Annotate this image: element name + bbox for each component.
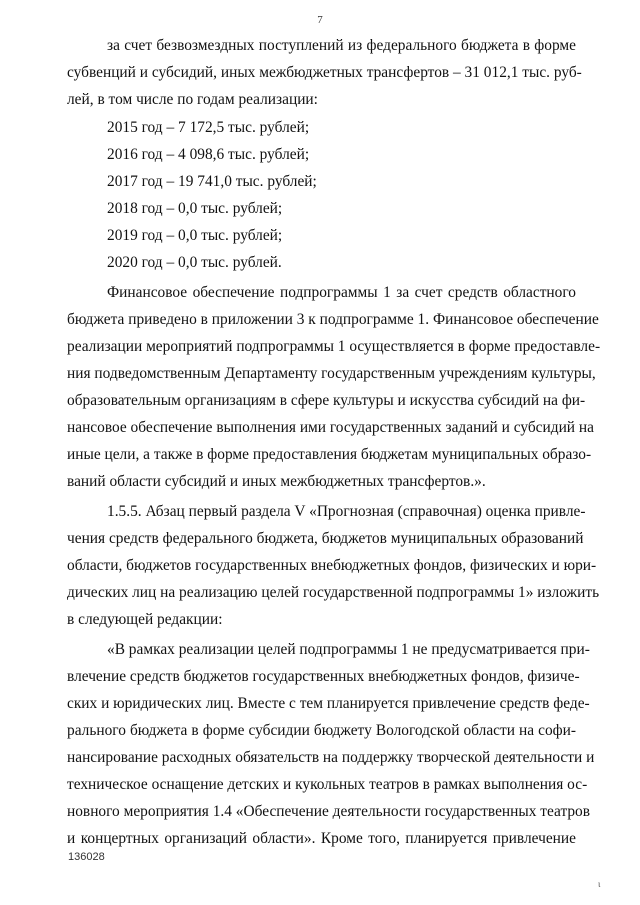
text-line: ских и юридических лиц. Вместе с тем планируется привлечение средств феде- (67, 695, 590, 712)
text-line: рального бюджета в форме субсидии бюджету Вологодской области на софи- (67, 722, 576, 739)
text-line: за счет безвозмездных поступлений из федерального бюджета в форме (107, 37, 576, 54)
text-line: ния подведомственным Департаменту государственным учреждениям культуры, (67, 365, 596, 382)
text-line: области, бюджетов государственных внебюджетных фондов, физических и юри- (67, 557, 597, 574)
text-line: техническое оснащение детских и кукольных театров в рамках выполнения ос- (67, 776, 588, 793)
text-line: Финансовое обеспечение подпрограммы 1 за счет средств областного (107, 284, 576, 301)
text-line: новного мероприятия 1.4 «Обеспечение деятельности государственных театров (67, 803, 591, 820)
text-line: бюджета приведено в приложении 3 к подпрограмме 1. Финансовое обеспечение (67, 311, 599, 328)
text-line: лей, в том числе по годам реализации: (67, 91, 318, 108)
text-line: субвенций и субсидий, иных межбюджетных трансфертов – 31 012,1 тыс. руб- (67, 64, 582, 81)
text-line: 1.5.5. Абзац первый раздела V «Прогнозная (справочная) оценка привле- (107, 503, 586, 520)
text-line: чения средств федерального бюджета, бюджетов муниципальных образований (67, 530, 584, 547)
page-number: 7 (317, 14, 323, 26)
year-item: 2017 год – 19 741,0 тыс. рублей; (107, 173, 317, 190)
text-line: образовательным организациям в сфере культуры и искусства субсидий на фи- (67, 392, 586, 409)
text-line: в следующей редакции: (67, 611, 223, 628)
text-line: нансовое обеспечение выполнения ими государственных заданий и субсидий на (67, 419, 594, 436)
year-item: 2016 год – 4 098,6 тыс. рублей; (107, 146, 310, 163)
text-line: дических лиц на реализацию целей государственной подпрограммы 1» изложить (67, 584, 600, 601)
year-item: 2020 год – 0,0 тыс. рублей. (107, 254, 282, 271)
text-line: нансирование расходных обязательств на поддержку творческой деятельности и (67, 749, 595, 766)
text-line: ваний области субсидий и иных межбюджетных трансфертов.». (67, 473, 486, 490)
scan-mark: ι (598, 879, 601, 889)
document-code: 136028 (68, 851, 105, 863)
text-line: иные цели, а также в форме предоставления бюджетам муниципальных образо- (67, 446, 592, 463)
year-item: 2018 год – 0,0 тыс. рублей; (107, 200, 283, 217)
text-line: и концертных организаций области». Кроме того, планируется привлечение (67, 830, 576, 847)
year-item: 2019 год – 0,0 тыс. рублей; (107, 227, 283, 244)
text-line: влечение средств бюджетов государственных внебюджетных фондов, физиче- (67, 668, 580, 685)
text-line: реализации мероприятий подпрограммы 1 осуществляется в форме предоставле- (67, 338, 601, 355)
text-line: «В рамках реализации целей подпрограммы 1 не предусматривается при- (107, 641, 590, 658)
year-item: 2015 год – 7 172,5 тыс. рублей; (107, 119, 310, 136)
